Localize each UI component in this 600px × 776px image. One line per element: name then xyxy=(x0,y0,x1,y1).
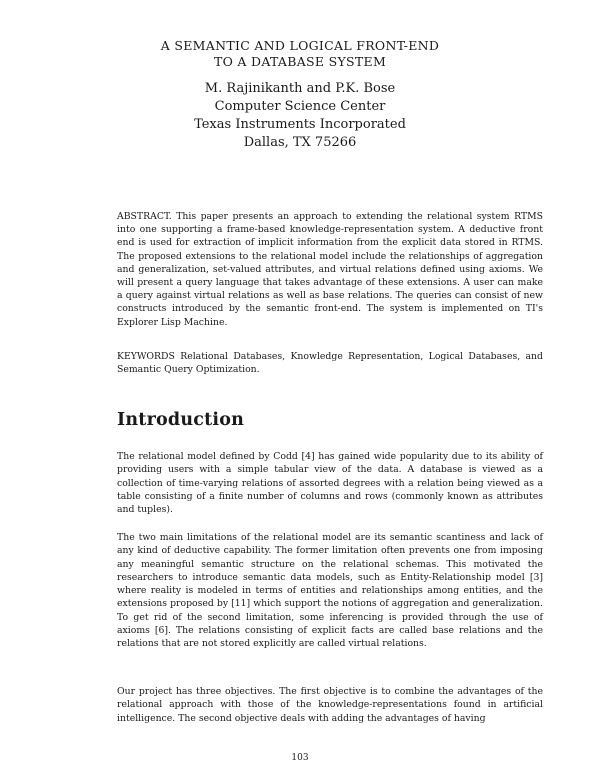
affiliation-line-2: Texas Instruments Incorporated xyxy=(194,117,406,132)
title-block xyxy=(0,38,600,152)
body-paragraph-2: The two main limitations of the relational model are its semantic scantiness and lack of any kind of deductive capability. The former limitation often prevents one from imposing any meaningful semantic structure on the relational schemas. This motivated the researchers to introduce semantic data models, such as Entity-Relationship model [3] where reality is modeled in terms of entities and relationships among entities, and the extensions proposed by [11] which support the notions of aggregation and generalization. To get rid of the second limitation, some inferencing is provided through the use of axioms [6]. The relations consisting of explicit facts are called base relations and the relations that are not stored explicitly are called virtual relations. xyxy=(117,532,543,650)
paper-title-line-2: TO A DATABASE SYSTEM xyxy=(213,54,387,69)
authors: M. Rajinikanth and P.K. Bose xyxy=(204,81,396,96)
body-paragraph-3: Our project has three objectives. The first objective is to combine the advantages of the relational approach with those of the knowledge-representations found in artificial intelligence. The second objective deals with adding the advantages of having xyxy=(117,686,543,724)
affiliation-line-1: Computer Science Center xyxy=(214,99,386,114)
keywords: KEYWORDS Relational Databases, Knowledge Representation, Logical Databases, and Semantic Query Optimization. xyxy=(117,351,543,376)
abstract: ABSTRACT. This paper presents an approach to extending the relational system RTMS into one supporting a frame-based knowledge-representation system. A deductive front end is used for extraction of implicit information from the explicit data stored in RTMS. The proposed extensions to the relational model include the relationships of aggregation and generalization, set-valued attributes, and virtual relations defined using axioms. We will present a query language that takes advantage of these extensions. A user can make a query against virtual relations as well as base relations. The queries can consist of new constructs introduced by the semantic front-end. The system is implemented on TI's Explorer Lisp Machine. xyxy=(117,211,543,328)
body-paragraph-1: The relational model defined by Codd [4] has gained wide popularity due to its ability of providing users with a simple tabular view of the data. A database is viewed as a collection of time-varying relations of assorted degrees with a relation being viewed as a table consisting of a finite number of columns and rows (commonly known as attributes and tuples). xyxy=(117,451,543,516)
page-number: 103 xyxy=(291,753,309,763)
section-heading-introduction: Introduction xyxy=(117,410,245,430)
affiliation-line-3: Dallas, TX 75266 xyxy=(243,135,357,150)
paper-title-line-1: A SEMANTIC AND LOGICAL FRONT-END xyxy=(160,38,440,53)
